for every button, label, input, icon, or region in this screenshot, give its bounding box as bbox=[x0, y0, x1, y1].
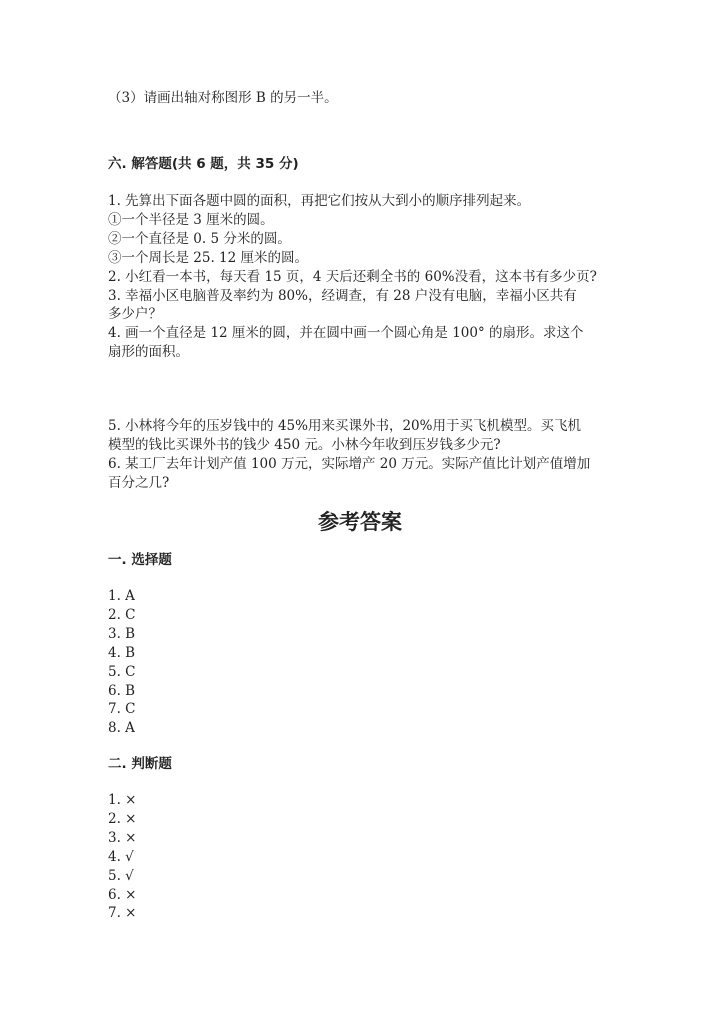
question-line: 百分之几? bbox=[108, 474, 170, 491]
answer-item: 6. × bbox=[108, 886, 137, 903]
question-line: 5. 小林将今年的压岁钱中的 45%用来买课外书，20%用于买飞机模型。买飞机 bbox=[108, 418, 581, 434]
answer-item: 6. B bbox=[108, 682, 136, 699]
question-line: 扇形的面积。 bbox=[108, 344, 189, 361]
question-line: 多少户？ bbox=[108, 306, 162, 323]
question-line: 6. 某工厂去年计划产值 100 万元，实际增产 20 万元。实际产值比计划产值增加 bbox=[108, 455, 591, 472]
question-line: 1. 先算出下面各题中圆的面积，再把它们按从大到小的顺序排列起来。 bbox=[108, 193, 531, 209]
section-heading: 六. 解答题(共 6 题，共 35 分) bbox=[108, 156, 299, 172]
question-line: 4. 画一个直径是 12 厘米的圆，并在圆中画一个圆心角是 100° 的扇形。求这个 bbox=[108, 325, 584, 342]
answers-heading-choice: 一. 选择题 bbox=[108, 552, 172, 568]
answer-item: 7. × bbox=[108, 905, 137, 922]
answer-item: 3. × bbox=[108, 829, 137, 846]
answer-item: 1. × bbox=[108, 792, 137, 808]
answers-heading-judge: 二. 判断题 bbox=[108, 756, 172, 772]
question-line: 模型的钱比买课外书的钱少 450 元。小林今年收到压岁钱多少元? bbox=[108, 436, 501, 453]
answer-item: 5. √ bbox=[108, 867, 134, 884]
answer-item: 1. A bbox=[108, 588, 135, 604]
question-line: ①一个半径是 3 厘米的圆。 bbox=[108, 211, 274, 228]
answer-item: 4. √ bbox=[108, 848, 134, 865]
answer-item: 2. × bbox=[108, 810, 137, 827]
question-line: ③一个周长是 25. 12 厘米的圆。 bbox=[108, 249, 309, 266]
answer-item: 4. B bbox=[108, 644, 136, 661]
question-text: （3）请画出轴对称图形 B 的另一半。 bbox=[108, 90, 338, 106]
answers-title: 参考答案 bbox=[318, 510, 402, 534]
answer-item: 2. C bbox=[108, 606, 136, 623]
answer-item: 3. B bbox=[108, 625, 136, 642]
answer-item: 5. C bbox=[108, 663, 136, 680]
answer-item: 8. A bbox=[108, 720, 135, 737]
question-line: 2. 小红看一本书，每天看 15 页，4 天后还剩全书的 60%没看，这本书有多少页? bbox=[108, 268, 597, 285]
answer-item: 7. C bbox=[108, 701, 136, 718]
question-line: ②一个直径是 0. 5 分米的圆。 bbox=[108, 230, 291, 247]
question-line: 3. 幸福小区电脑普及率约为 80%，经调查，有 28 户没有电脑，幸福小区共有 bbox=[108, 287, 577, 304]
